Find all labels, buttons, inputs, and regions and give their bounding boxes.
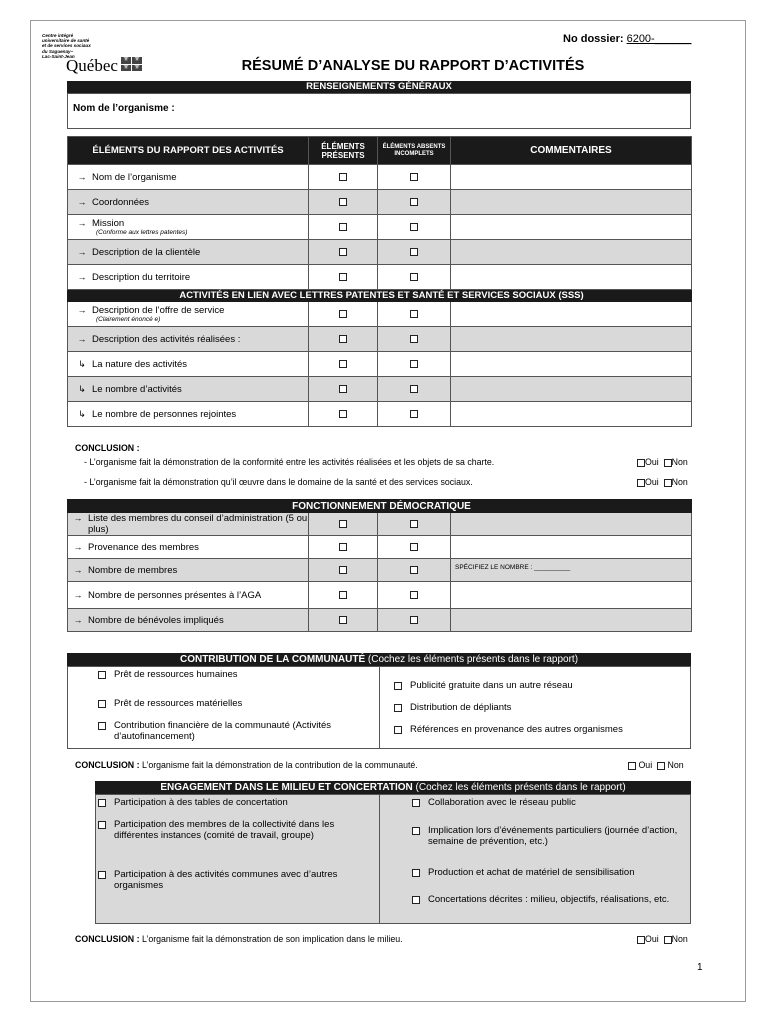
check-item-label: Prêt de ressources matérielles: [114, 698, 243, 709]
absent-checkbox[interactable]: [410, 273, 418, 281]
absent-cell: [378, 327, 451, 352]
engagement-left: [95, 794, 380, 924]
engagement-right: [379, 794, 691, 924]
element-label-cell: [68, 265, 309, 290]
comment-cell[interactable]: [451, 536, 692, 559]
element-label-cell: [68, 302, 309, 327]
present-cell: [309, 559, 378, 582]
check-item: [98, 819, 368, 841]
item-checkbox[interactable]: [98, 671, 106, 679]
element-note: (Clairement énoncé e): [96, 316, 161, 323]
element-label: Le nombre de personnes rejointes: [92, 408, 237, 420]
element-label-cell: [68, 240, 309, 265]
col-comments: COMMENTAIRES: [451, 137, 692, 165]
present-cell: [309, 165, 378, 190]
absent-cell: [378, 215, 451, 240]
check-item-label: Participation des membres de la collectivité dans les différentes instances (comité de travail, groupe): [114, 819, 335, 841]
check-item-label: Collaboration avec le réseau public: [428, 797, 576, 808]
absent-cell: [378, 302, 451, 327]
element-label-cell: [68, 513, 309, 536]
col-elements: ÉLÉMENTS DU RAPPORT DES ACTIVITÉS: [68, 137, 309, 165]
oui-checkbox[interactable]: [637, 936, 645, 944]
item-checkbox[interactable]: [98, 821, 106, 829]
engagement-options: Oui Non: [637, 934, 688, 944]
absent-cell: [378, 165, 451, 190]
contribution-options: Oui Non: [628, 760, 684, 770]
arrow-icon: →: [73, 614, 83, 625]
present-checkbox[interactable]: [339, 520, 347, 528]
check-item: [98, 869, 368, 891]
engagement-bar: ENGAGEMENT DANS LE MILIEU ET CONCERTATION (Cochez les éléments présents dans le rapport): [95, 781, 691, 794]
absent-checkbox[interactable]: [410, 616, 418, 624]
arrow-icon: →: [77, 196, 87, 207]
arrow-icon: ↳: [78, 408, 86, 419]
element-label: Nombre de bénévoles impliqués: [88, 614, 224, 626]
activities-bar: ACTIVITÉS EN LIEN AVEC LETTRES PATENTES ET SANTÉ ET SERVICES SOCIAUX (SSS): [68, 290, 692, 302]
conclusion1-title: CONCLUSION :: [75, 443, 140, 453]
engagement-conclusion: CONCLUSION : L’organisme fait la démonstration de son implication dans le milieu.: [75, 934, 403, 944]
non-checkbox[interactable]: [664, 459, 672, 467]
comment-cell[interactable]: [451, 609, 692, 632]
present-cell: [309, 215, 378, 240]
fleur-de-lis-icon: ⚜ ⚜ ⚜ ⚜: [122, 56, 141, 71]
present-cell: [309, 265, 378, 290]
check-item: [412, 894, 682, 905]
page-number: 1: [697, 962, 703, 973]
element-label-cell: [68, 215, 309, 240]
org-name-label: Nom de l’organisme :: [73, 103, 175, 114]
absent-cell: [378, 513, 451, 536]
present-cell: [309, 609, 378, 632]
item-checkbox[interactable]: [412, 869, 420, 877]
check-item: [412, 797, 682, 808]
absent-cell: [378, 536, 451, 559]
arrow-icon: →: [77, 333, 87, 344]
check-item-label: Implication lors d’événements particuliers (journée d’action, semaine de prévention, etc.): [428, 825, 678, 847]
element-label-cell: [68, 377, 309, 402]
element-label: Nombre de personnes présentes à l’AGA: [88, 589, 262, 601]
present-checkbox[interactable]: [339, 360, 347, 368]
absent-checkbox[interactable]: [410, 410, 418, 418]
check-item-label: Prêt de ressources humaines: [114, 669, 238, 680]
present-checkbox[interactable]: [339, 248, 347, 256]
element-label-cell: [68, 190, 309, 215]
element-label-cell: [68, 402, 309, 427]
check-item-label: Participation à des activités communes avec d’autres organismes: [114, 869, 338, 891]
item-checkbox[interactable]: [394, 682, 402, 690]
comment-cell[interactable]: [451, 513, 692, 536]
fonctionnement-bar: FONCTIONNEMENT DÉMOCRATIQUE: [68, 500, 692, 513]
check-item-label: Production et achat de matériel de sensibilisation: [428, 867, 635, 878]
arrow-icon: →: [77, 246, 87, 257]
item-checkbox[interactable]: [98, 722, 106, 730]
check-item-label: Publicité gratuite dans un autre réseau: [410, 680, 573, 691]
col-absent: ÉLÉMENTS ABSENTS INCOMPLETS: [378, 137, 451, 165]
present-checkbox[interactable]: [339, 591, 347, 599]
element-label-cell: [68, 609, 309, 632]
absent-cell: [378, 377, 451, 402]
contribution-left: [67, 666, 380, 749]
item-checkbox[interactable]: [412, 896, 420, 904]
contribution-bar: CONTRIBUTION DE LA COMMUNAUTÉ (Cochez les éléments présents dans le rapport): [67, 653, 691, 666]
absent-checkbox[interactable]: [410, 360, 418, 368]
fonctionnement-table: [67, 499, 692, 632]
absent-cell: [378, 190, 451, 215]
oui-checkbox[interactable]: [637, 479, 645, 487]
item-checkbox[interactable]: [98, 871, 106, 879]
oui-checkbox[interactable]: [637, 459, 645, 467]
absent-cell: [378, 240, 451, 265]
present-cell: [309, 402, 378, 427]
check-item: [394, 702, 684, 713]
check-item: [98, 698, 338, 709]
absent-cell: [378, 582, 451, 609]
present-checkbox[interactable]: [339, 335, 347, 343]
logo-text: Centre intégré universitaire de santé et de services sociaux du Saguenay– Lac-Saint-Jean: [42, 33, 91, 59]
element-label-cell: [68, 582, 309, 609]
absent-cell: [378, 559, 451, 582]
present-checkbox[interactable]: [339, 566, 347, 574]
element-label: Description de la clientèle: [92, 246, 201, 258]
dossier-number: No dossier: 6200-______: [563, 33, 692, 45]
col-present: ÉLÉMENTS PRÉSENTS: [309, 137, 378, 165]
check-item-label: Participation à des tables de concertation: [114, 797, 288, 808]
element-label: Le nombre d’activités: [92, 383, 182, 395]
element-label-cell: [68, 352, 309, 377]
oui-checkbox[interactable]: [628, 762, 636, 770]
non-checkbox[interactable]: [657, 762, 665, 770]
element-label: La nature des activités: [92, 358, 188, 370]
element-note: (Conforme aux lettres patentes): [96, 229, 188, 236]
absent-checkbox[interactable]: [410, 566, 418, 574]
present-cell: [309, 582, 378, 609]
org-name-field[interactable]: [67, 93, 691, 129]
comment-cell[interactable]: [451, 265, 692, 290]
comment-cell[interactable]: [451, 352, 692, 377]
present-checkbox[interactable]: [339, 310, 347, 318]
conclusion1-line2: - L’organisme fait la démonstration qu’il œuvre dans le domaine de la santé et des services sociaux.: [84, 477, 473, 487]
arrow-icon: →: [77, 271, 87, 282]
present-checkbox[interactable]: [339, 223, 347, 231]
comment-cell[interactable]: [451, 302, 692, 327]
present-cell: [309, 240, 378, 265]
absent-checkbox[interactable]: [410, 543, 418, 551]
comment-cell[interactable]: [451, 215, 692, 240]
element-label-cell: [68, 536, 309, 559]
comment-cell[interactable]: [451, 240, 692, 265]
conclusion1-line2-options: Oui Non: [637, 477, 688, 487]
conclusion1-line1-options: Oui Non: [637, 457, 688, 467]
comment-cell[interactable]: [451, 377, 692, 402]
arrow-icon: →: [73, 589, 83, 600]
absent-checkbox[interactable]: [410, 520, 418, 528]
arrow-icon: ↳: [78, 383, 86, 394]
present-checkbox[interactable]: [339, 543, 347, 551]
item-checkbox[interactable]: [394, 726, 402, 734]
check-item-label: Contribution financière de la communauté (Activités d’autofinancement): [114, 720, 332, 742]
absent-checkbox[interactable]: [410, 223, 418, 231]
present-checkbox[interactable]: [339, 385, 347, 393]
present-checkbox[interactable]: [339, 616, 347, 624]
check-item: [98, 720, 338, 742]
present-cell: [309, 327, 378, 352]
item-checkbox[interactable]: [98, 799, 106, 807]
conclusion1-line1: - L’organisme fait la démonstration de la conformité entre les activités réalisées et les objets de sa charte.: [84, 457, 495, 467]
absent-cell: [378, 352, 451, 377]
absent-checkbox[interactable]: [410, 335, 418, 343]
non-checkbox[interactable]: [664, 479, 672, 487]
arrow-icon: →: [77, 305, 87, 315]
check-item-label: Références en provenance des autres organismes: [410, 724, 623, 735]
check-item: [394, 724, 684, 735]
present-checkbox[interactable]: [339, 173, 347, 181]
present-cell: [309, 536, 378, 559]
comment-cell[interactable]: [451, 582, 692, 609]
present-checkbox[interactable]: [339, 410, 347, 418]
comment-cell[interactable]: [451, 402, 692, 427]
element-label: Coordonnées: [92, 196, 150, 208]
check-item-label: Distribution de dépliants: [410, 702, 512, 713]
item-checkbox[interactable]: [98, 700, 106, 708]
contribution-right: [379, 666, 691, 749]
check-item: [394, 680, 684, 691]
present-cell: [309, 190, 378, 215]
comment-cell[interactable]: [451, 165, 692, 190]
element-label: Description de l’offre de service: [92, 305, 225, 316]
absent-cell: [378, 402, 451, 427]
element-label: Provenance des membres: [88, 541, 199, 553]
element-label-cell: [68, 327, 309, 352]
absent-cell: [378, 609, 451, 632]
arrow-icon: →: [73, 541, 83, 552]
absent-checkbox[interactable]: [410, 310, 418, 318]
contribution-conclusion: CONCLUSION : L’organisme fait la démonstration de la contribution de la communauté.: [75, 760, 418, 770]
item-checkbox[interactable]: [412, 799, 420, 807]
check-item-label: Concertations décrites : milieu, objectifs, réalisations, etc.: [428, 894, 670, 905]
present-cell: [309, 352, 378, 377]
absent-checkbox[interactable]: [410, 173, 418, 181]
arrow-icon: →: [73, 513, 83, 523]
element-label: Description du territoire: [92, 271, 191, 283]
page-title: RÉSUMÉ D’ANALYSE DU RAPPORT D’ACTIVITÉS: [241, 58, 585, 74]
present-cell: [309, 513, 378, 536]
arrow-icon: →: [77, 218, 87, 228]
absent-checkbox[interactable]: [410, 385, 418, 393]
quebec-logo: Québec: [66, 56, 118, 75]
check-item: [98, 669, 338, 680]
comment-cell[interactable]: [451, 327, 692, 352]
element-label: Nom de l’organisme: [92, 171, 177, 183]
element-label: Nombre de membres: [88, 564, 178, 576]
present-cell: [309, 377, 378, 402]
elements-table: [67, 136, 692, 427]
check-item: [98, 797, 368, 808]
present-cell: [309, 302, 378, 327]
non-checkbox[interactable]: [664, 936, 672, 944]
arrow-icon: →: [77, 171, 87, 182]
absent-checkbox[interactable]: [410, 198, 418, 206]
item-checkbox[interactable]: [394, 704, 402, 712]
check-item: [412, 825, 682, 847]
absent-checkbox[interactable]: [410, 248, 418, 256]
element-label: Description des activités réalisées :: [92, 333, 241, 345]
general-info-bar: RENSEIGNEMENTS GÉNÉRAUX: [67, 81, 691, 93]
check-item: [412, 867, 682, 878]
present-checkbox[interactable]: [339, 273, 347, 281]
comment-cell[interactable]: SPÉCIFIEZ LE NOMBRE : __________: [451, 559, 692, 582]
element-label-cell: [68, 165, 309, 190]
absent-checkbox[interactable]: [410, 591, 418, 599]
absent-cell: [378, 265, 451, 290]
element-label: Liste des membres du conseil d’administration (5 ou plus): [88, 513, 308, 535]
item-checkbox[interactable]: [412, 827, 420, 835]
comment-cell[interactable]: [451, 190, 692, 215]
arrow-icon: ↳: [78, 358, 86, 369]
arrow-icon: →: [73, 564, 83, 575]
present-checkbox[interactable]: [339, 198, 347, 206]
element-label-cell: [68, 559, 309, 582]
element-label: Mission: [92, 218, 125, 229]
